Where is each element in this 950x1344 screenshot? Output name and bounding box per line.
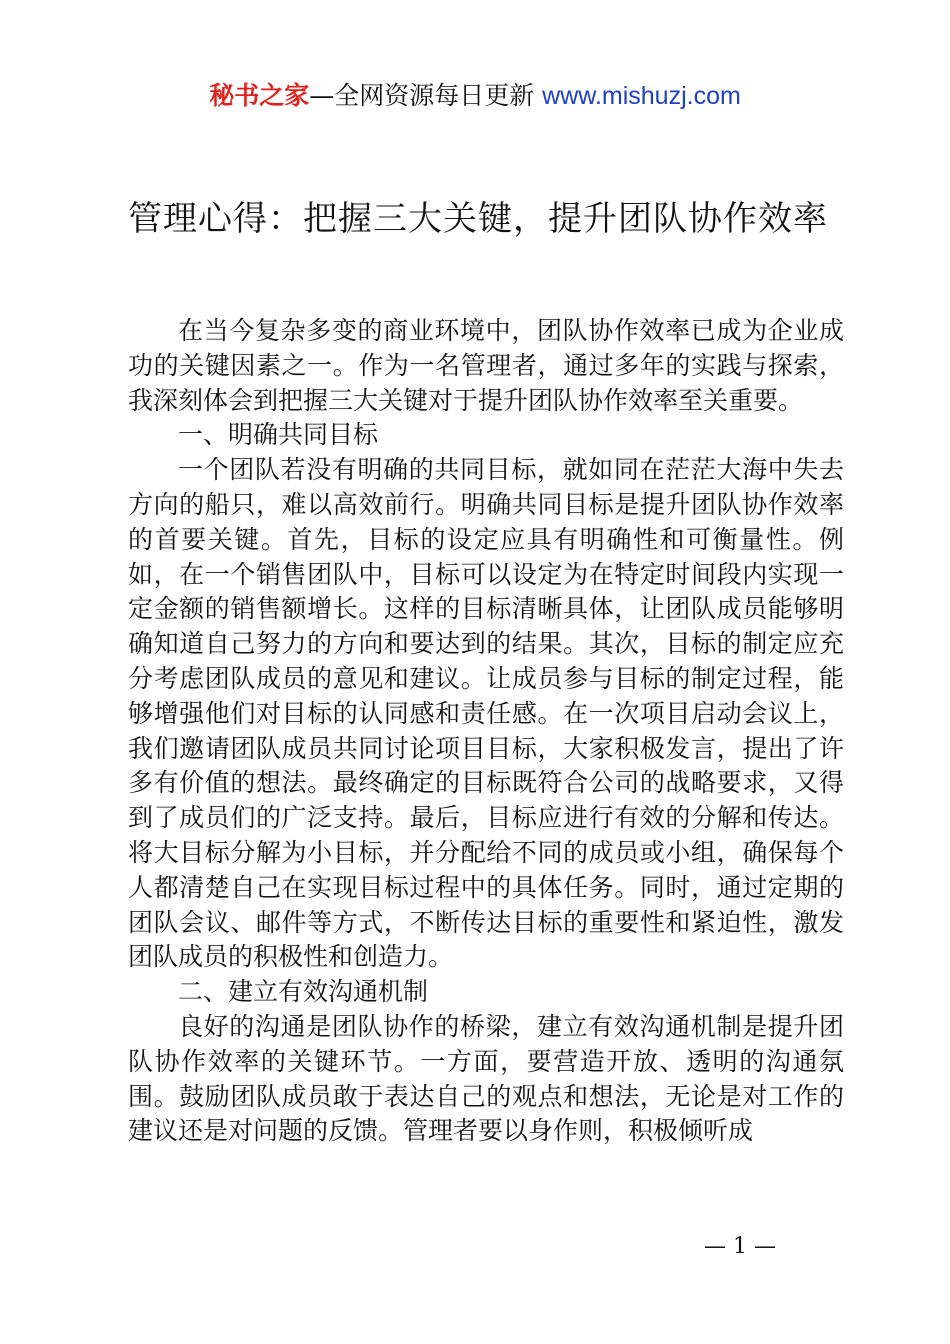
section-heading-2: 二、建立有效沟通机制 bbox=[178, 977, 429, 1007]
section-2-paragraph: 良好的沟通是团队协作的桥梁，建立有效沟通机制是提升团队协作效率的关键环节。一方面，要营造开放、透明的沟通氛围。鼓励团队成员敢于表达自己的观点和想法，无论是对工作的建议还是对问题的反馈。管理者要以身作则，积极倾听成 bbox=[128, 1011, 844, 1146]
brand-name: 秘书之家 bbox=[209, 81, 310, 110]
header-tagline: —全网资源每日更新 bbox=[309, 81, 543, 110]
document-body bbox=[128, 314, 844, 1149]
document-title: 管理心得：把握三大关键，提升团队协作效率 bbox=[128, 199, 828, 239]
section-heading-1: 一、明确共同目标 bbox=[178, 420, 379, 450]
site-header bbox=[0, 80, 950, 112]
section-1-paragraph: 一个团队若没有明确的共同目标，就如同在茫茫大海中失去方向的船只，难以高效前行。明确共同目标是提升团队协作效率的首要关键。首先，目标的设定应具有明确性和可衡量性。例如，在一个销售团队中，目标可以设定为在特定时间段内实现一定金额的销售额增长。这样的目标清晰具体，让团队成员能够明确知道自己努力的方向和要达到的结果。其次，目标的制定应充分考虑团队成员的意见和建议。让成员参与目标的制定过程，能够增强他们对目标的认同感和责任感。在一次项目启动会议上，我们邀请团队成员共同讨论项目目标，大家积极发言，提出了许多有价值的想法。最终确定的目标既符合公司的战略要求，又得到了成员们的广泛支持。最后，目标应进行有效的分解和传达。将大目标分解为小目标，并分配给不同的成员或小组，确保每个人都清楚自己在实现目标过程中的具体任务。同时，通过定期的团队会议、邮件等方式，不断传达目标的重要性和紧迫性，激发团队成员的积极性和创造力。 bbox=[128, 455, 844, 972]
site-url-link[interactable]: www.mishuzj.com bbox=[542, 82, 741, 110]
intro-paragraph: 在当今复杂多变的商业环境中，团队协作效率已成为企业成功的关键因素之一。作为一名管理者，通过多年的实践与探索，我深刻体会到把握三大关键对于提升团队协作效率至关重要。 bbox=[128, 316, 844, 415]
page-number: — 1 — bbox=[704, 1234, 776, 1259]
